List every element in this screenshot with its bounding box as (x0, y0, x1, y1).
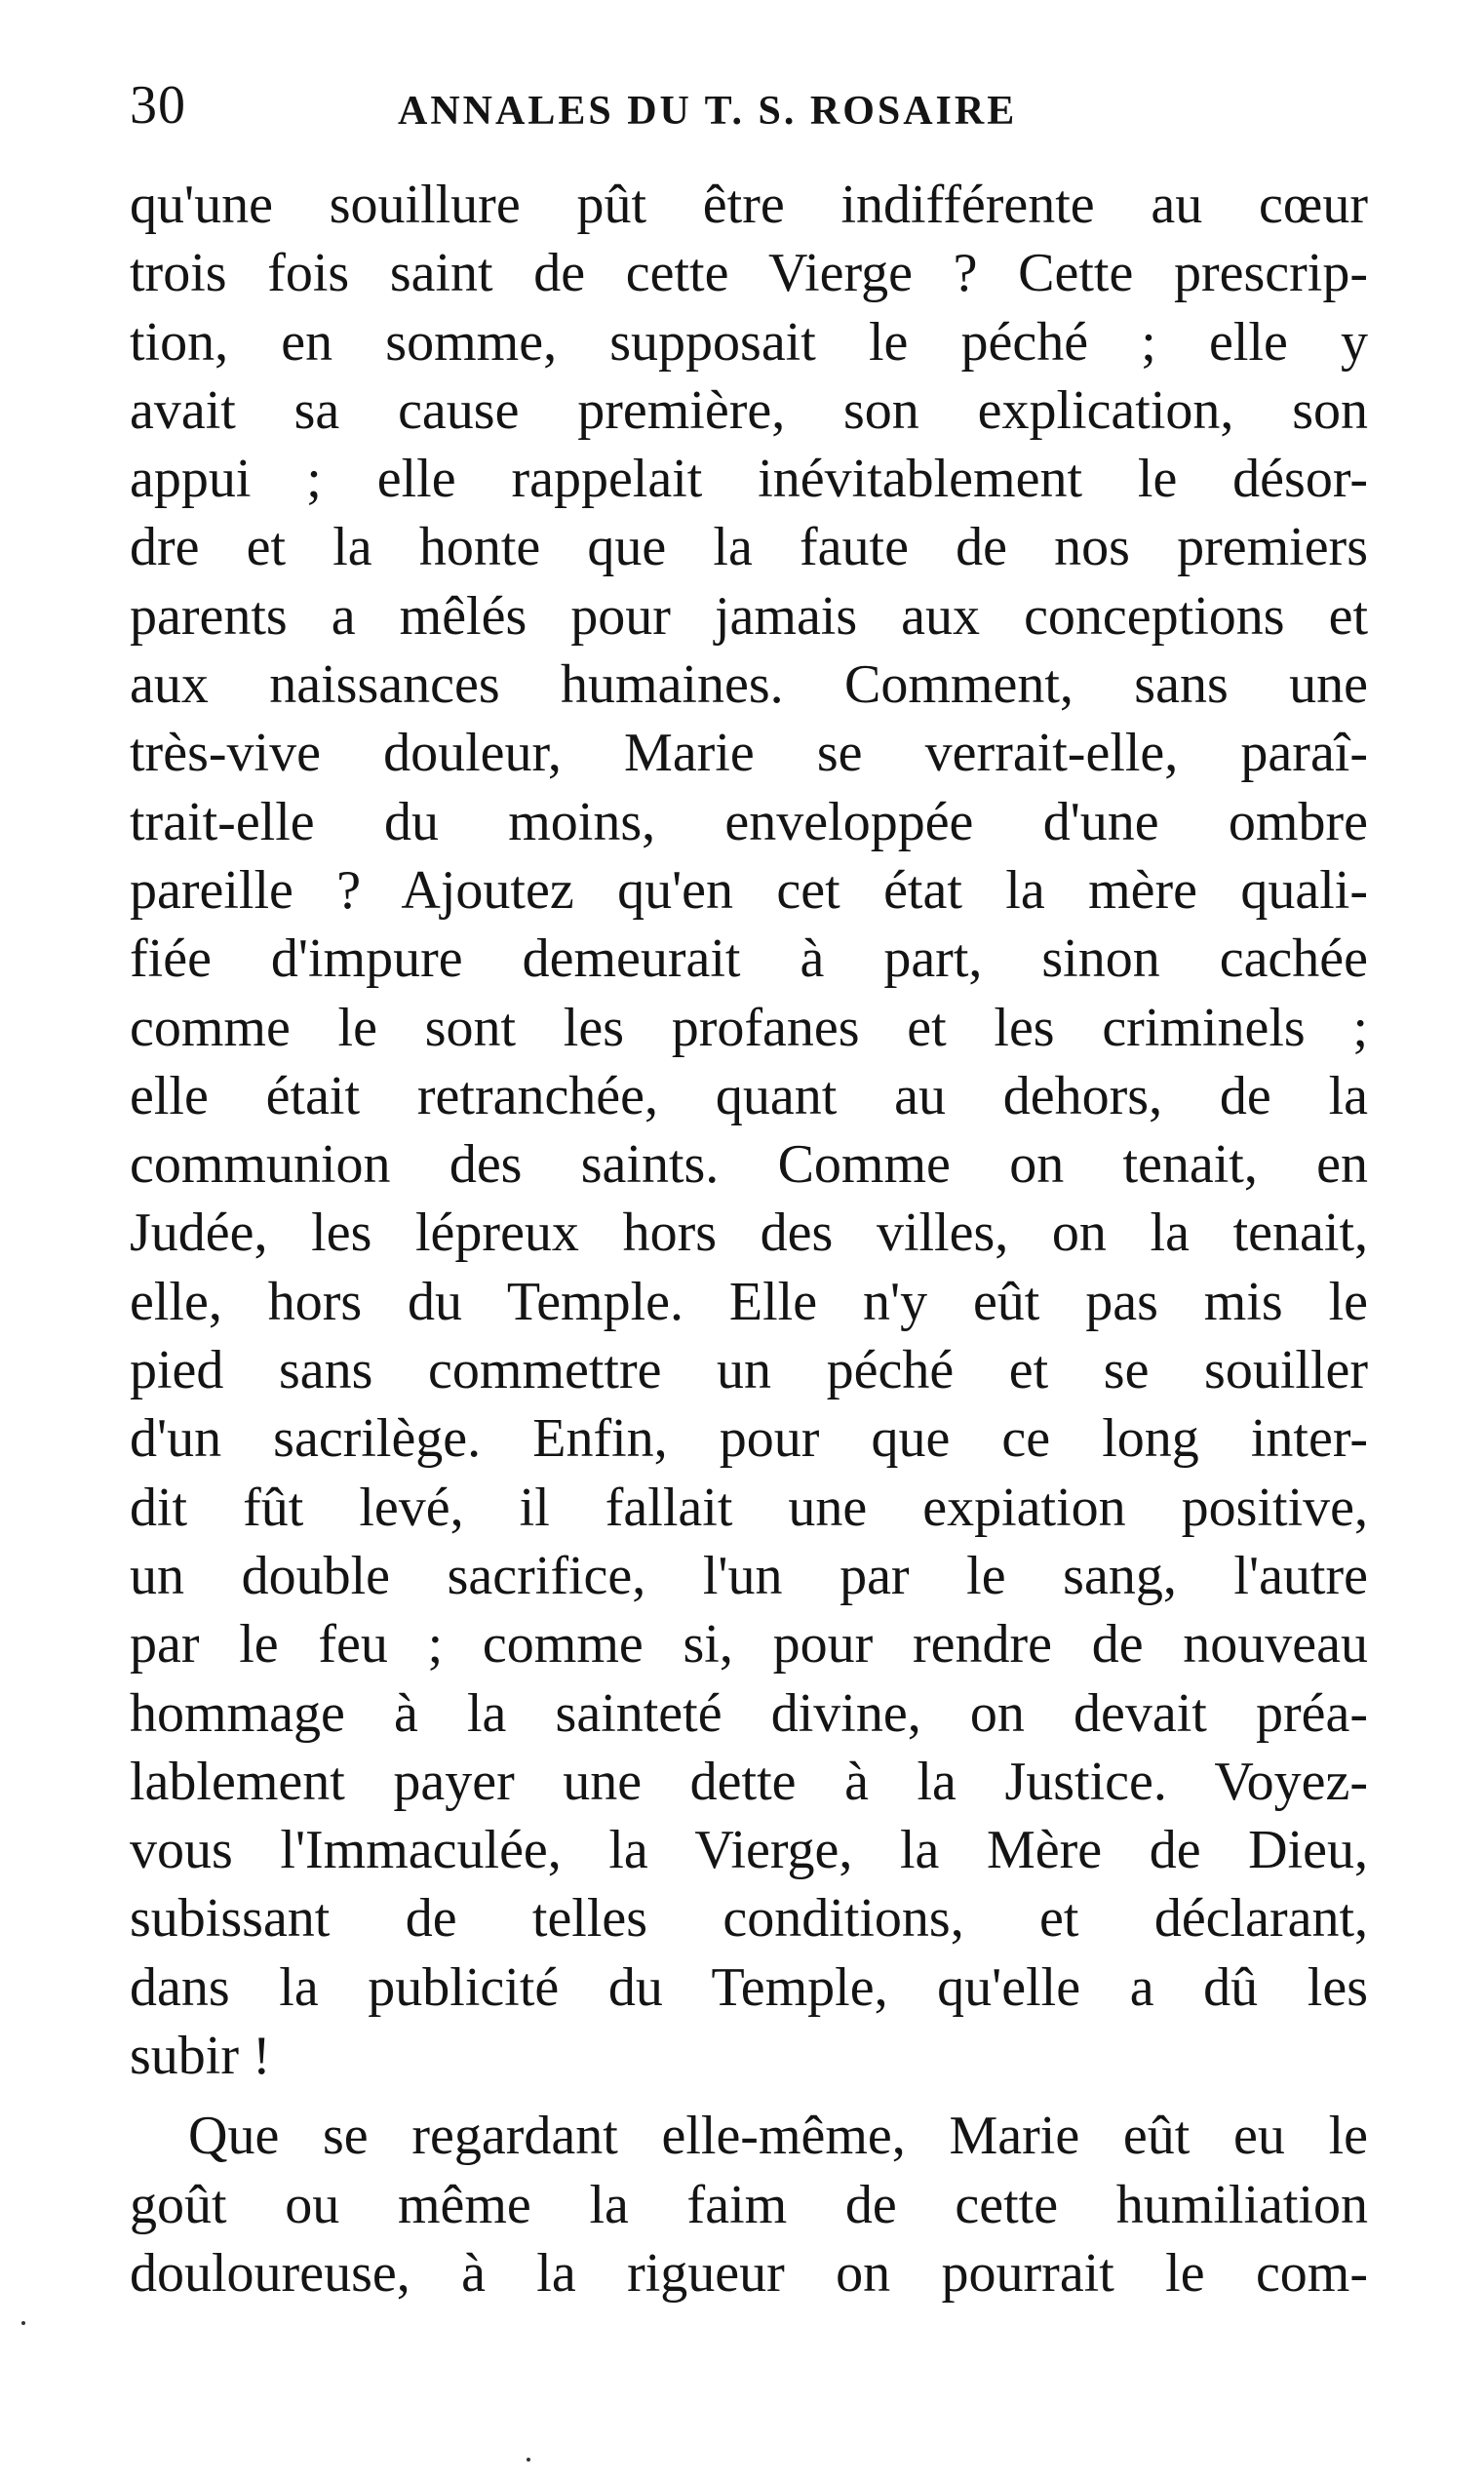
text-line: lablement payer une dette à la Justice. Voyez- (130, 1751, 1368, 1812)
text-line: très-vive douleur, Marie se verrait-elle, paraî- (130, 723, 1368, 784)
text-line: pied sans commettre un péché et se souiller (130, 1340, 1368, 1401)
text-line: goût ou même la faim de cette humiliation (130, 2174, 1368, 2235)
text-line: pareille ? Ajoutez qu'en cet état la mère quali- (130, 859, 1368, 921)
paragraph-2 (130, 2102, 1368, 2307)
print-speck (527, 2458, 530, 2462)
text-line: aux naissances humaines. Comment, sans une (130, 654, 1368, 716)
paragraph-1 (130, 171, 1368, 2090)
print-speck (21, 2321, 25, 2325)
text-line: comme le sont les profanes et les criminels ; (130, 997, 1368, 1058)
text-line: subir ! (130, 2026, 271, 2087)
text-line: Judée, les lépreux hors des villes, on la tenait, (130, 1203, 1368, 1264)
text-line: douloureuse, à la rigueur on pourrait le com- (130, 2242, 1368, 2304)
running-title: ANNALES DU T. S. ROSAIRE (398, 89, 1018, 134)
text-line: par le feu ; comme si, pour rendre de nouveau (130, 1614, 1368, 1676)
text-line: tion, en somme, supposait le péché ; elle y (130, 311, 1368, 373)
text-line: dit fût levé, il fallait une expiation positive, (130, 1477, 1368, 1538)
text-line: trois fois saint de cette Vierge ? Cette prescrip- (130, 243, 1368, 304)
text-line: subissant de telles conditions, et déclarant, (130, 1888, 1368, 1950)
text-line: avait sa cause première, son explication, son (130, 379, 1368, 441)
text-line: elle était retranchée, quant au dehors, de la (130, 1065, 1368, 1126)
text-line: dans la publicité du Temple, qu'elle a dû les (130, 1956, 1368, 2018)
text-line: communion des saints. Comme on tenait, en (130, 1134, 1368, 1196)
text-line: Que se regardant elle-même, Marie eût eu le (188, 2106, 1368, 2167)
text-line: trait-elle du moins, enveloppée d'une ombre (130, 791, 1368, 852)
text-line: elle, hors du Temple. Elle n'y eût pas mis le (130, 1271, 1368, 1332)
text-line: vous l'Immaculée, la Vierge, la Mère de Dieu, (130, 1820, 1368, 1881)
text-line: dre et la honte que la faute de nos premiers (130, 517, 1368, 578)
paragraph-gap (130, 2090, 1368, 2102)
text-line: un double sacrifice, l'un par le sang, l'autre (130, 1545, 1368, 1606)
text-line: d'un sacrilège. Enfin, pour que ce long inter- (130, 1408, 1368, 1470)
running-head (130, 66, 1368, 144)
body-text (130, 171, 1368, 2307)
text-line: parents a mêlés pour jamais aux conceptions et (130, 585, 1368, 647)
text-line: fiée d'impure demeurait à part, sinon cachée (130, 928, 1368, 990)
text-line: appui ; elle rappelait inévitablement le désor- (130, 449, 1368, 510)
text-line: qu'une souillure pût être indifférente au cœur (130, 175, 1368, 235)
text-line: hommage à la sainteté divine, on devait préa- (130, 1682, 1368, 1744)
page-number: 30 (130, 75, 186, 136)
